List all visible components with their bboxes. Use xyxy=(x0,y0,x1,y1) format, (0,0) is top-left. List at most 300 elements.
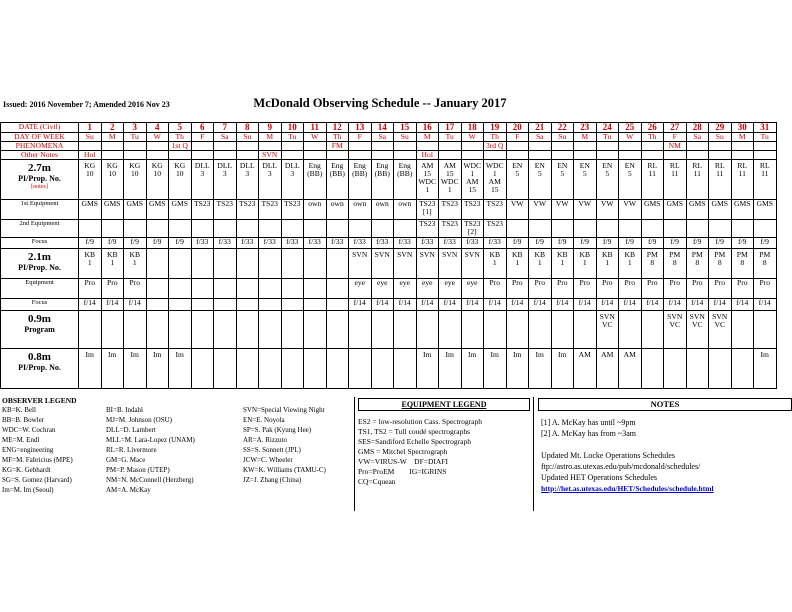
schedule-cell xyxy=(596,151,619,160)
schedule-cell: GMS xyxy=(146,200,169,220)
schedule-cell xyxy=(191,142,214,151)
schedule-cell: f/9 xyxy=(79,238,102,249)
observer-legend-title: OBSERVER LEGEND xyxy=(2,396,77,405)
schedule-cell xyxy=(461,311,484,349)
schedule-cell xyxy=(236,249,259,279)
schedule-cell xyxy=(101,151,124,160)
schedule-cell: 8 xyxy=(236,123,259,133)
schedule-cell: Pro xyxy=(709,279,732,299)
observer-legend-entry: Im=M. Im (Seoul) xyxy=(2,486,54,494)
schedule-cell xyxy=(259,142,282,151)
schedule-cell: Th xyxy=(169,133,192,142)
schedule-cell xyxy=(304,299,327,311)
schedule-cell: Im xyxy=(551,349,574,389)
schedule-cell: f/14 xyxy=(754,299,777,311)
schedule-cell: 5 xyxy=(169,123,192,133)
schedule-cell: EN 5 xyxy=(596,160,619,200)
schedule-cell: f/9 xyxy=(709,238,732,249)
row-label xyxy=(1,311,79,349)
observer-legend-entry: PM=P. Mason (UTEP) xyxy=(106,466,170,474)
schedule-cell: KB 1 xyxy=(79,249,102,279)
page-title: McDonald Observing Schedule -- January 2017 xyxy=(253,96,507,110)
row-label xyxy=(1,349,79,389)
schedule-cell: f/14 xyxy=(484,299,507,311)
schedule-cell: GMS xyxy=(686,200,709,220)
schedule-cell: f/14 xyxy=(619,299,642,311)
schedule-cell xyxy=(214,299,237,311)
schedule-cell: Im xyxy=(461,349,484,389)
schedule-cell xyxy=(169,279,192,299)
schedule-cell: Pro xyxy=(574,279,597,299)
schedule-cell xyxy=(506,311,529,349)
schedule-cell xyxy=(484,151,507,160)
schedule-cell: RL 11 xyxy=(686,160,709,200)
schedule-cell: Su xyxy=(551,133,574,142)
schedule-cell: SVN xyxy=(349,249,372,279)
schedule-cell: KB 1 xyxy=(551,249,574,279)
schedule-cell: PM 8 xyxy=(709,249,732,279)
schedule-cell: Sa xyxy=(686,133,709,142)
schedule-cell xyxy=(214,279,237,299)
schedule-cell xyxy=(349,349,372,389)
schedule-cell xyxy=(101,220,124,238)
equipment-legend xyxy=(358,417,482,487)
schedule-cell xyxy=(394,220,417,238)
schedule-cell: own xyxy=(371,200,394,220)
schedule-cell: SVN VC xyxy=(596,311,619,349)
schedule-cell xyxy=(686,142,709,151)
schedule-cell: 11 xyxy=(304,123,327,133)
schedule-cell: KB 1 xyxy=(484,249,507,279)
schedule-cell: EN 5 xyxy=(551,160,574,200)
schedule-cell: PM 8 xyxy=(641,249,664,279)
observer-legend-entry: EN=E. Noyola xyxy=(243,416,285,424)
schedule-cell: f/9 xyxy=(146,238,169,249)
schedule-cell: KB 1 xyxy=(596,249,619,279)
schedule-cell xyxy=(124,151,147,160)
schedule-cell xyxy=(191,349,214,389)
schedule-cell: TS23 xyxy=(236,200,259,220)
schedule-cell: f/14 xyxy=(79,299,102,311)
schedule-cell xyxy=(191,299,214,311)
schedule-cell: Pro xyxy=(641,279,664,299)
schedule-cell: f/14 xyxy=(506,299,529,311)
schedule-cell: Th xyxy=(484,133,507,142)
schedule-cell: SVN xyxy=(439,249,462,279)
schedule-cell xyxy=(101,142,124,151)
schedule-cell xyxy=(619,311,642,349)
schedule-cell: 15 xyxy=(394,123,417,133)
schedule-cell xyxy=(596,220,619,238)
observer-legend-entry: JZ=J. Zhang (China) xyxy=(243,476,302,484)
schedule-cell xyxy=(754,220,777,238)
schedule-cell xyxy=(731,311,754,349)
notes-list xyxy=(541,417,714,494)
schedule-cell: F xyxy=(349,133,372,142)
schedule-cell xyxy=(394,311,417,349)
schedule-cell xyxy=(146,249,169,279)
schedule-cell xyxy=(574,142,597,151)
schedule-cell: WDC 1 AM 15 xyxy=(484,160,507,200)
observer-legend-entry: MLL=M. Lara-Lopez (UNAM) xyxy=(106,436,195,444)
schedule-cell xyxy=(304,349,327,389)
date-row xyxy=(1,123,777,133)
schedule-cell: Pro xyxy=(596,279,619,299)
schedule-cell: DLL 3 xyxy=(281,160,304,200)
schedule-cell: PM 8 xyxy=(686,249,709,279)
schedule-cell xyxy=(551,151,574,160)
schedule-cell: Tu xyxy=(754,133,777,142)
schedule-cell: AM xyxy=(574,349,597,389)
equipment-legend-entry: TS1, TS2 = Tull coudé spectrographs xyxy=(358,427,471,436)
schedule-cell xyxy=(214,142,237,151)
schedule-cell xyxy=(101,311,124,349)
schedule-cell xyxy=(619,142,642,151)
schedule-cell: DLL 3 xyxy=(259,160,282,200)
schedule-cell xyxy=(169,220,192,238)
schedule-cell xyxy=(686,151,709,160)
schedule-cell xyxy=(124,220,147,238)
schedule-cell xyxy=(304,279,327,299)
schedule-cell: f/33 xyxy=(484,238,507,249)
row-label-line: 2.7m xyxy=(28,162,51,174)
schedule-cell xyxy=(79,220,102,238)
schedule-cell: RL 11 xyxy=(641,160,664,200)
row-label: Focus xyxy=(1,299,79,311)
schedule-cell: DLL 3 xyxy=(191,160,214,200)
schedule-cell: SVN xyxy=(371,249,394,279)
schedule-cell: Pro xyxy=(551,279,574,299)
schedule-cell: 12 xyxy=(326,123,349,133)
schedule-cell: Tu xyxy=(281,133,304,142)
schedule-cell: f/33 xyxy=(214,238,237,249)
schedule-cell: f/9 xyxy=(731,238,754,249)
schedule-cell: f/9 xyxy=(124,238,147,249)
schedule-cell xyxy=(551,311,574,349)
schedule-cell xyxy=(169,249,192,279)
schedule-cell: PM 8 xyxy=(754,249,777,279)
second-equipment-row xyxy=(1,220,777,238)
observer-legend-entry: JCW=C. Wheeler xyxy=(243,456,293,464)
observer-legend-entry: BI=B. Indahl xyxy=(106,406,143,414)
schedule-cell: f/9 xyxy=(641,238,664,249)
telescope-0-8m-row xyxy=(1,349,777,389)
schedule-cell: SVN xyxy=(416,249,439,279)
schedule-cell: RL 11 xyxy=(754,160,777,200)
schedule-cell: EN 5 xyxy=(529,160,552,200)
schedule-cell: GMS xyxy=(664,200,687,220)
schedule-cell xyxy=(641,349,664,389)
equipment-2-1m-row xyxy=(1,279,777,299)
schedule-cell xyxy=(259,279,282,299)
equipment-legend-entry: GMS = Mitchel Spectrograph xyxy=(358,447,448,456)
schedule-cell xyxy=(146,279,169,299)
schedule-cell: TS23 xyxy=(281,200,304,220)
row-label-line: PI/Prop. No. xyxy=(18,263,61,272)
schedule-cell xyxy=(416,311,439,349)
schedule-cell: f/9 xyxy=(529,238,552,249)
schedule-cell xyxy=(259,220,282,238)
schedule-cell xyxy=(686,349,709,389)
schedule-cell: f/33 xyxy=(304,238,327,249)
schedule-cell xyxy=(641,311,664,349)
schedule-cell xyxy=(709,142,732,151)
schedule-cell: M xyxy=(731,133,754,142)
schedule-cell: 1st Q xyxy=(169,142,192,151)
schedule-cell: W xyxy=(461,133,484,142)
legend-divider xyxy=(533,397,534,511)
schedule-cell xyxy=(214,220,237,238)
row-label: Equipment xyxy=(1,279,79,299)
schedule-cell: Im xyxy=(754,349,777,389)
schedule-cell: Sa xyxy=(529,133,552,142)
schedule-cell: Im xyxy=(146,349,169,389)
schedule-cell xyxy=(709,349,732,389)
other-notes-row xyxy=(1,151,777,160)
schedule-cell: TS23 xyxy=(416,220,439,238)
schedule-cell: f/14 xyxy=(394,299,417,311)
schedule-cell xyxy=(349,151,372,160)
schedule-cell xyxy=(146,299,169,311)
schedule-cell: Pro xyxy=(754,279,777,299)
schedule-cell xyxy=(619,220,642,238)
schedule-cell: M xyxy=(416,133,439,142)
schedule-cell: F xyxy=(191,133,214,142)
observer-legend-entry: BB=B. Bowler xyxy=(2,416,45,424)
schedule-cell xyxy=(754,142,777,151)
schedule-cell: f/14 xyxy=(551,299,574,311)
schedule-cell: SVN VC xyxy=(709,311,732,349)
telescope-2-1m-row xyxy=(1,249,777,279)
schedule-cell: TS23 xyxy=(439,220,462,238)
day-of-week-row xyxy=(1,133,777,142)
schedule-cell: VW xyxy=(596,200,619,220)
schedule-cell xyxy=(191,279,214,299)
schedule-cell xyxy=(731,220,754,238)
schedule-cell: eye xyxy=(349,279,372,299)
schedule-cell: f/33 xyxy=(281,238,304,249)
schedule-cell xyxy=(124,311,147,349)
schedule-cell xyxy=(191,220,214,238)
schedule-cell: 13 xyxy=(349,123,372,133)
schedule-cell: Eng (BB) xyxy=(326,160,349,200)
schedule-cell: NM xyxy=(664,142,687,151)
schedule-cell: Im xyxy=(416,349,439,389)
schedule-cell: Im xyxy=(101,349,124,389)
schedule-cell xyxy=(281,220,304,238)
schedule-cell xyxy=(461,151,484,160)
schedule-cell: 17 xyxy=(439,123,462,133)
schedule-cell: f/9 xyxy=(574,238,597,249)
schedule-cell xyxy=(169,151,192,160)
schedule-cell xyxy=(619,151,642,160)
schedule-cell: Im xyxy=(529,349,552,389)
schedule-cell xyxy=(371,142,394,151)
row-label-line: 0.9m xyxy=(28,313,51,325)
schedule-cell: EN 5 xyxy=(619,160,642,200)
schedule-cell xyxy=(529,142,552,151)
schedule-cell: KB 1 xyxy=(506,249,529,279)
row-label: Focus xyxy=(1,238,79,249)
schedule-cell xyxy=(754,151,777,160)
schedule-cell xyxy=(146,311,169,349)
schedule-cell xyxy=(236,142,259,151)
observer-legend-entry: KW=K. Williams (TAMU-C) xyxy=(243,466,326,474)
schedule-cell xyxy=(461,142,484,151)
schedule-cell: Im xyxy=(124,349,147,389)
schedule-cell: Pro xyxy=(101,279,124,299)
schedule-cell xyxy=(394,151,417,160)
schedule-cell xyxy=(281,311,304,349)
schedule-cell: KG 10 xyxy=(124,160,147,200)
issued-date: Issued: 2016 November 7; Amended 2016 Nov 23 xyxy=(3,100,170,109)
schedule-cell xyxy=(326,349,349,389)
schedule-cell xyxy=(281,279,304,299)
schedule-cell xyxy=(371,311,394,349)
schedule-cell: KG 10 xyxy=(169,160,192,200)
schedule-cell xyxy=(529,220,552,238)
schedule-cell: own xyxy=(326,200,349,220)
schedule-cell: F xyxy=(506,133,529,142)
schedule-cell xyxy=(731,151,754,160)
schedule-cell: TS23 xyxy=(214,200,237,220)
schedule-cell xyxy=(326,220,349,238)
schedule-cell: f/9 xyxy=(169,238,192,249)
schedule-cell xyxy=(326,311,349,349)
schedule-cell: eye xyxy=(416,279,439,299)
schedule-cell: W xyxy=(619,133,642,142)
equipment-legend-entry: ES2 = low-resolution Cass. Spectrograph xyxy=(358,417,483,426)
schedule-cell: f/33 xyxy=(326,238,349,249)
equipment-legend-entry: SES=Sandiford Echelle Spectrograph xyxy=(358,437,471,446)
schedule-cell xyxy=(641,151,664,160)
schedule-cell: 25 xyxy=(619,123,642,133)
schedule-cell: Su xyxy=(236,133,259,142)
schedule-cell: TS23 [2] xyxy=(461,220,484,238)
schedule-cell xyxy=(574,151,597,160)
schedule-cell xyxy=(236,299,259,311)
schedule-cell: Hol xyxy=(79,151,102,160)
schedule-cell xyxy=(439,311,462,349)
note-entry: [2] A. McKay has from ~3am xyxy=(541,429,636,438)
schedule-cell: FM xyxy=(326,142,349,151)
schedule-cell: 3rd Q xyxy=(484,142,507,151)
note-entry[interactable]: ftp://astro.as.utexas.edu/pub/mcdonald/schedules/ xyxy=(541,462,701,471)
schedule-cell: GMS xyxy=(79,200,102,220)
het-schedule-link[interactable]: http://het.as.utexas.edu/HET/Schedules/schedule.html xyxy=(541,484,714,493)
schedule-cell: VW xyxy=(574,200,597,220)
schedule-cell: KB 1 xyxy=(619,249,642,279)
legend-divider xyxy=(354,397,355,511)
schedule-cell: Pro xyxy=(529,279,552,299)
schedule-cell: f/14 xyxy=(664,299,687,311)
schedule-cell xyxy=(191,311,214,349)
schedule-cell: f/14 xyxy=(574,299,597,311)
schedule-cell: f/9 xyxy=(101,238,124,249)
schedule-cell: 1 xyxy=(79,123,102,133)
schedule-cell: f/9 xyxy=(596,238,619,249)
schedule-cell: f/9 xyxy=(619,238,642,249)
schedule-cell: f/33 xyxy=(461,238,484,249)
schedule-cell xyxy=(236,279,259,299)
row-label-line: [notes] xyxy=(31,184,48,190)
schedule-cell: DLL 3 xyxy=(214,160,237,200)
schedule-cell xyxy=(326,279,349,299)
schedule-cell: 20 xyxy=(506,123,529,133)
observer-legend-entry: AM=A. McKay xyxy=(106,486,151,494)
equipment-legend-title: EQUIPMENT LEGEND xyxy=(358,398,530,411)
schedule-cell xyxy=(641,142,664,151)
schedule-cell: f/33 xyxy=(349,238,372,249)
schedule-cell xyxy=(191,151,214,160)
schedule-cell xyxy=(281,142,304,151)
row-label xyxy=(1,249,79,279)
schedule-cell: f/33 xyxy=(236,238,259,249)
schedule-cell: TS23 [1] xyxy=(416,200,439,220)
schedule-table xyxy=(0,122,777,389)
schedule-cell xyxy=(709,220,732,238)
schedule-cell xyxy=(169,311,192,349)
schedule-cell: AM xyxy=(596,349,619,389)
schedule-cell xyxy=(551,220,574,238)
observer-legend-entry: NM=N. McConnell (Herzberg) xyxy=(106,476,194,484)
schedule-cell: TS23 xyxy=(484,220,507,238)
schedule-cell xyxy=(214,349,237,389)
schedule-cell xyxy=(484,311,507,349)
schedule-cell xyxy=(281,349,304,389)
schedule-cell: f/14 xyxy=(371,299,394,311)
focus-2-7m-row xyxy=(1,238,777,249)
schedule-cell: VW xyxy=(551,200,574,220)
observer-legend-entry: AR=A. Rizzuto xyxy=(243,436,287,444)
schedule-cell: GMS xyxy=(731,200,754,220)
schedule-cell xyxy=(146,142,169,151)
schedule-cell xyxy=(191,249,214,279)
row-label xyxy=(1,160,79,200)
schedule-cell: Im xyxy=(169,349,192,389)
schedule-cell: Eng (BB) xyxy=(371,160,394,200)
schedule-cell xyxy=(664,349,687,389)
schedule-cell: Su xyxy=(709,133,732,142)
schedule-cell: 21 xyxy=(529,123,552,133)
schedule-cell: KB 1 xyxy=(529,249,552,279)
schedule-cell xyxy=(506,142,529,151)
observer-legend-entry: KG=K. Gebhardt xyxy=(2,466,51,474)
row-label-line: 0.8m xyxy=(28,351,51,363)
schedule-cell: KB 1 xyxy=(101,249,124,279)
note-entry: [1] A. McKay has until ~9pm xyxy=(541,418,636,427)
schedule-cell: 23 xyxy=(574,123,597,133)
observer-legend-col-1 xyxy=(2,405,73,495)
schedule-cell xyxy=(214,249,237,279)
schedule-cell: TS23 xyxy=(191,200,214,220)
schedule-cell: W xyxy=(304,133,327,142)
schedule-cell xyxy=(326,249,349,279)
schedule-cell: Im xyxy=(484,349,507,389)
schedule-cell xyxy=(641,220,664,238)
schedule-cell xyxy=(574,220,597,238)
schedule-cell: f/14 xyxy=(686,299,709,311)
notes-title: NOTES xyxy=(538,398,792,411)
schedule-cell xyxy=(214,311,237,349)
schedule-cell: 14 xyxy=(371,123,394,133)
schedule-cell xyxy=(304,220,327,238)
schedule-cell xyxy=(731,349,754,389)
equipment-legend-entry: VW=VIRUS-W DF=DIAFI xyxy=(358,457,448,466)
observer-legend-entry: MJ=M. Johnson (OSU) xyxy=(106,416,172,424)
schedule-cell: f/14 xyxy=(641,299,664,311)
schedule-cell: f/33 xyxy=(394,238,417,249)
